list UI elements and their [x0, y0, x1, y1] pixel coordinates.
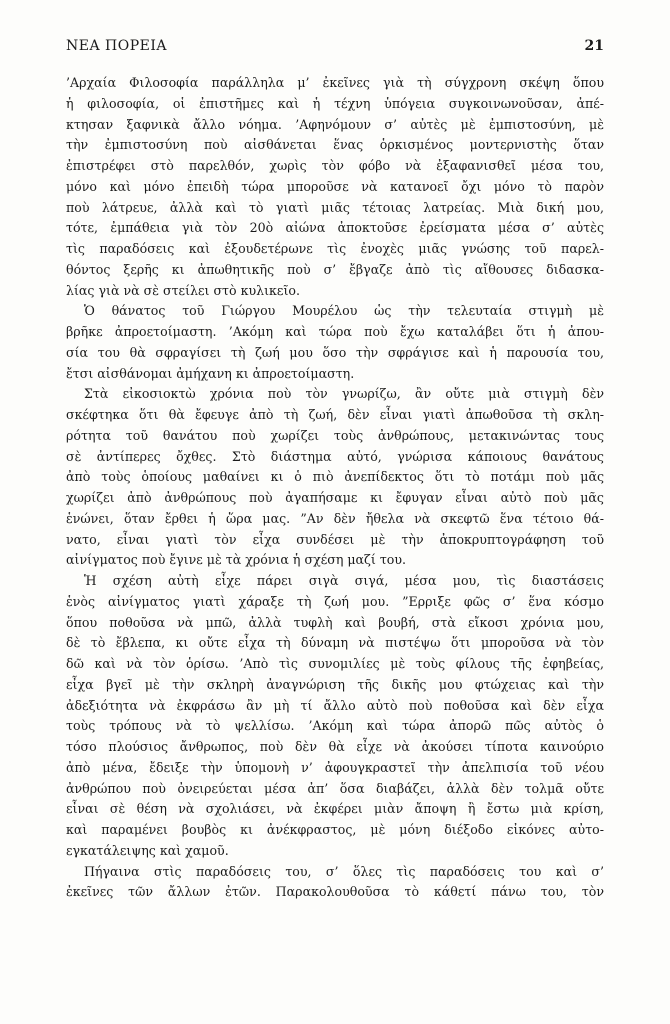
text-line: ἑνὸς αἰνίγματος γιατὶ χάραξε τὴ ζωή μου. ”Ερριξε φῶς σ’ ἕνα κόσμο [66, 593, 604, 609]
running-head: ΝΕΑ ΠΟΡΕΙΑ [66, 38, 167, 54]
text-line: χωρίζει ἀπὸ ἀνθρώπους ποὺ ἀγαπήσαμε κι ἔφυγαν εἶναι αὐτὸ ποὺ μᾶς [66, 490, 604, 505]
paragraph-first-line: Πήγαινα στὶς παραδόσεις του, σ’ ὅλες τὶς παραδόσεις του καὶ σ’ [84, 863, 604, 879]
text-line: κτησαν ξαφνικὰ ἄλλο νόημα. ’Αφηνόμουν σ’ αὐτὲς μὲ ἐμπιστοσύνη, μὲ [66, 116, 604, 132]
text-line: σία του θὰ σφραγίσει τὴ ζωή μου ὅσο τὴν σφράγισε καὶ ἡ παρουσία του, [66, 344, 604, 360]
text-line: λίας γιὰ νὰ σὲ στείλει στὸ κυλικεῖο. [66, 282, 300, 298]
paragraph-first-line: Ὁ θάνατος τοῦ Γιώργου Μουρέλου ὡς τὴν τελευταία στιγμὴ μὲ [84, 303, 604, 319]
text-line: θόντος ξερῆς κι ἀπωθητικῆς ποὺ σ’ ἔβγαζε ἀπὸ τὶς αἴθουσες διδασκα- [66, 261, 604, 277]
page-header [66, 38, 604, 60]
text-line: βρῆκε ἀπροετοίμαστη. ’Ακόμη καὶ τώρα ποὺ ἔχω καταλάβει ὅτι ἡ ἀπου- [66, 324, 604, 339]
text-line: μόνο καὶ μόνο ἐπειδὴ τώρα μποροῦσε νὰ κατανοεῖ ὄχι μόνο τὸ παρὸν [66, 178, 604, 194]
text-line: ἀπὸ μένα, ἔδειξε τὴν ὑπομονὴ ν’ ἀφουγκραστεῖ τὴν ἀπελπισία τοῦ νέου [66, 759, 604, 775]
text-line: τὶς παραδόσεις καὶ ἐξουδετέρωνε τὶς ἐνοχὲς μιᾶς γνώσης τοῦ παρελ- [66, 241, 604, 256]
paragraph-first-line: Ἡ σχέση αὐτὴ εἶχε πάρει σιγὰ σιγά, μέσα μου, τὶς διαστάσεις [84, 573, 604, 588]
text-line: δῶ καὶ νὰ τὸν ὁρίσω. ’Απὸ τὶς συνομιλίες μὲ τοὺς φίλους τῆς ἐφηβείας, [66, 656, 604, 671]
text-line: ’Αρχαία Φιλοσοφία παράλληλα μ’ ἐκεῖνες γιὰ τὴ σύγχρονη σκέψη ὅπου [66, 75, 604, 90]
text-line: καὶ παραμένει βουβὸς κι ἀνέκφραστος, μὲ μόνη διέξοδο εἰκόνες αὐτο- [66, 822, 604, 837]
text-line: ἐκεῖνες τῶν ἄλλων ἐτῶν. Παρακολουθοῦσα τὸ κάθετί πάνω του, τὸν [66, 884, 604, 900]
text-line: σκέφτηκα ὅτι θὰ ἔφευγε ἀπὸ τὴ ζωή, δὲν εἶναι γιατὶ ἀπωθοῦσα τὴ σκλη- [66, 407, 604, 422]
text-line: ὅπου ποθοῦσα νὰ μπῶ, ἀλλὰ τυφλὴ καὶ βουβή, στὰ εἴκοσι χρόνια μου, [66, 614, 604, 630]
text-line: ἑνώνει, ὅταν ἔρθει ἡ ὥρα μας. ”Αν δὲν ἤθελα νὰ σκεφτῶ ἕνα τέτοιο θά- [66, 510, 604, 526]
text-line: δὲ τὸ ἔβλεπα, κι οὔτε εἶχα τὴ δύναμη νὰ πιστέψω ὅτι μποροῦσα νὰ τὸν [66, 635, 604, 651]
text-line: ἐπιστρέφει στὸ παρελθόν, χωρὶς τὸν φόβο νὰ ἐξαφανισθεῖ μέσα του, [66, 158, 604, 173]
page-number: 21 [584, 38, 604, 54]
text-line: ἀπὸ τοὺς ὁποίους μαθαίνει κι ὁ πιὸ ἀνεπίδεκτος ὅτι τὸ ποτάμι ποὺ μᾶς [66, 469, 604, 485]
text-line: τόσο πλούσιος ἄνθρωπος, ποὺ δὲν θὰ εἶχε νὰ ἀκούσει τίποτα καινούριο [66, 739, 604, 754]
text-line: σὲ ἀντίπερες ὄχθες. Στὸ διάστημα αὐτό, γνώρισα κάποιους θανάτους [66, 448, 604, 464]
text-line: εἶναι σὲ θέση νὰ σχολιάσει, νὰ ἐκφέρει μιὰν ἄποψη ἢ ἔστω μιὰ κρίση, [66, 801, 604, 817]
text-line: αἰνίγματος ποὺ ἔγινε μὲ τὰ χρόνια ἡ σχέση μαζί του. [66, 552, 407, 568]
text-line: τοὺς τρόπους νὰ τὸ ψελλίσω. ’Ακόμη καὶ τώρα ἀπορῶ πῶς αὐτὸς ὁ [66, 718, 604, 734]
text-line: εγκατάλειψης καὶ χαμοῦ. [66, 842, 229, 858]
text-line: εἶχα βγεῖ μὲ τὴν σκληρὴ ἀναγνώριση τῆς δικῆς μου φτώχειας καὶ τὴν [66, 676, 604, 692]
text-line: ἡ φιλοσοφία, οἱ ἐπιστῆμες καὶ ἡ τέχνη ὑπόγεια συγκοινωνοῦσαν, ἀπέ- [66, 95, 604, 111]
text-line: νατο, εἶναι γιατὶ τὸν εἶχα συνδέσει μὲ τὴν ἀποκρυπτογράφηση τοῦ [66, 531, 604, 547]
text-line: ἀνθρώπου ποὺ ὀνειρεύεται μέσα ἀπ’ ὅσα διαβάζει, ἀλλὰ δὲν τολμᾶ οὔτε [66, 780, 604, 796]
paragraph-first-line: Στὰ εἰκοσιοκτὼ χρόνια ποὺ τὸν γνωρίζω, ἂν οὔτε μιὰ στιγμὴ δὲν [84, 386, 604, 402]
text-line: ρότητα τοῦ θανάτου ποὺ χωρίζει τοὺς ἀνθρώπους, μετακινώντας τους [66, 427, 604, 443]
text-line: ποὺ λάτρευε, ἀλλὰ καὶ τὸ γιατὶ μιᾶς τέτοιας λατρείας. Μιὰ δική μου, [66, 199, 604, 215]
body-text [66, 73, 604, 903]
text-line: τὴν ἐμπιστοσύνη ποὺ αἰσθάνεται ἕνας ὁρκισμένος μοντερνιστὴς ὅταν [66, 137, 604, 153]
text-line: ἔτσι αἰσθάνομαι ἀμήχανη κι ἀπροετοίμαστη. [66, 365, 355, 381]
text-line: ἀδεξιότητα νὰ ἐκφράσω ἂν μὴ τί ἄλλο αὐτὸ ποὺ ποθοῦσα καὶ δὲν εἶχα [66, 697, 604, 713]
text-line: τότε, ἐμπάθεια γιὰ τὸν 20ὸ αἰώνα ἀποκτοῦσε ἐρείσματα μέσα σ’ αὐτὲς [66, 220, 604, 236]
